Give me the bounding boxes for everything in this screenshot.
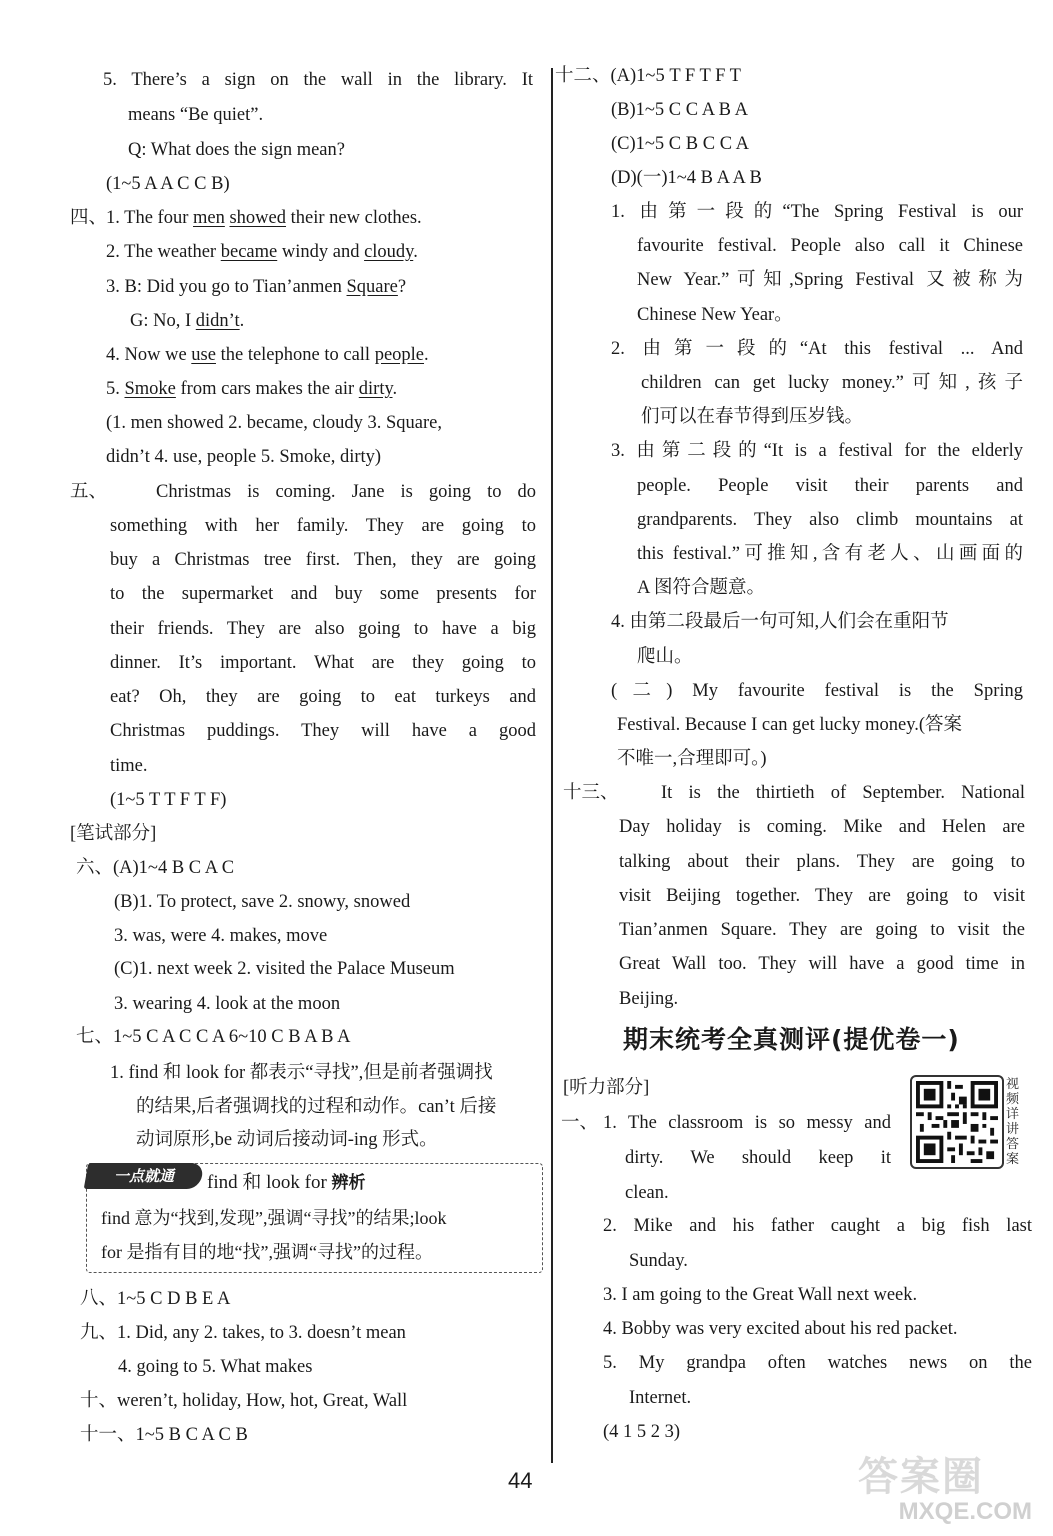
s5-para-line: Christmas is coming. Jane is going to do [156,482,536,502]
s13-para-line: Great Wall too. They will have a good time in [619,954,1025,974]
l1-item5-line: Internet. [629,1388,692,1408]
qr-caption: 视频详讲答案 [1006,1077,1020,1167]
s13-para-line: talking about their plans. They are going to [619,852,1025,872]
s4-item4: 4. Now we use the telephone to call people. [106,345,429,365]
page-number: 44 [508,1468,533,1493]
s4-key-line1: (1. men showed 2. became, cloudy 3. Square, [106,413,442,433]
s5-para-line: buy a Christmas tree first. Then, they are going [110,550,536,570]
s11-answers: 十一、1~5 B C A C B [80,1425,248,1445]
q5-line1: 5. There’s a sign on the wall in the library. It [103,70,533,90]
s13-para-line: Tian’anmen Square. They are going to visit the [619,920,1025,940]
l1-item2-line: Sunday. [629,1251,688,1271]
s9-line1: 九、1. Did, any 2. takes, to 3. doesn’t mean [80,1323,406,1343]
tip-box [86,1163,543,1273]
s12-b: (B)1~5 C C A B A [611,100,748,120]
s12-note4-line: 爬山。 [637,647,693,667]
s9-line2: 4. going to 5. What makes [118,1357,313,1377]
l1-item5-line: 5. My grandpa often watches news on the [603,1353,1032,1373]
listening-part-heading: [听力部分] [563,1078,650,1098]
q5-line2: means “Be quiet”. [128,105,264,125]
s4-item3-reply: G: No, I didn’t. [130,311,245,331]
tip-tag: 一点就通 [84,1163,205,1189]
s8-answers: 八、1~5 C D B E A [80,1289,231,1309]
s13-para-line: Beijing. [619,989,679,1009]
s5-para-line: their friends. They are also going to have a big [110,619,536,639]
l1-item1-line: clean. [625,1183,669,1203]
s6-b1: (B)1. To protect, save 2. snowy, snowed [114,892,411,912]
s12-note2-line: children can get lucky money.”可知,孩子 [641,373,1023,393]
s7-note-line: 1. find 和 look for 都表示“寻找”,但是前者强调找 [110,1063,493,1083]
s5-para-line: something with her family. They are going to [110,516,536,536]
watermark [858,1455,1038,1530]
s7-note-line: 的结果,后者强调找的过程和动作。can’t 后接 [136,1097,497,1117]
s12-note3-line: grandparents. They also climb mountains at [637,510,1023,530]
s12-note3-line: A 图符合题意。 [637,578,765,598]
s4-item5: 5. Smoke from cars makes the air dirty. [106,379,398,399]
s5-para-line: Christmas puddings. They will have a good [110,721,536,741]
s12-a: 十二、(A)1~5 T F T F T [555,66,741,86]
s12-part2-line: 不唯一,合理即可。) [617,749,767,769]
s6-c1: (C)1. next week 2. visited the Palace Museum [114,959,455,979]
s5-para-line: time. [110,756,148,776]
s12-note2-line: 2. 由第一段的“At this festival ... And [611,339,1023,359]
s6-b2: 3. was, were 4. makes, move [114,926,328,946]
s5-para-line: to the supermarket and buy some presents for [110,584,536,604]
s4-item2: 2. The weather became windy and cloudy. [106,242,418,262]
s12-note3-line: this festival.”可推知,含有老人、山画面的 [637,544,1023,564]
answers-1to5: (1~5 A A C C B) [106,174,230,194]
watermark-sub: MXQE.COM [898,1498,1032,1525]
s13-para-line: It is the thirtieth of September. National [661,783,1025,803]
s7-note-line: 动词原形,be 动词后接动词-ing 形式。 [136,1130,438,1150]
s12-note1-line: Chinese New Year。 [637,305,793,325]
s4-key-line2: didn’t 4. use, people 5. Smoke, dirty) [106,447,382,467]
tip-line: for 是指有目的地“找”,强调“寻找”的过程。 [101,1242,433,1262]
l1-item1-line: 1. The classroom is so messy and [603,1113,891,1133]
l1-item4: 4. Bobby was very excited about his red packet. [603,1319,958,1339]
s5-para-line: dinner. It’s important. What are they going to [110,653,536,673]
s6-c2: 3. wearing 4. look at the moon [114,994,341,1014]
s12-note3-line: 3. 由第二段的“It is a festival for the elderly [611,441,1023,461]
q5-line3: Q: What does the sign mean? [128,140,345,160]
qr-code-graphic [916,1081,998,1163]
section-13-label: 十三、 [563,783,619,803]
s12-c: (C)1~5 C B C C A [611,134,749,154]
tip-line: find 意为“找到,发现”,强调“寻找”的结果;look [101,1208,447,1228]
tip-title: find 和 look for 辨析 [207,1172,366,1193]
l1-item1-line: dirty. We should keep it [625,1148,891,1168]
listening-1-label: 一、 [561,1113,599,1133]
qr-code[interactable] [910,1075,1004,1169]
l1-item3: 3. I am going to the Great Wall next week. [603,1285,918,1305]
l1-answers: (4 1 5 2 3) [603,1422,681,1442]
s7-answers: 七、1~5 C A C C A 6~10 C B A B A [76,1027,351,1047]
s12-note2-line: 们可以在春节得到压岁钱。 [641,407,864,427]
s12-note3-line: people. People visit their parents and [637,476,1023,496]
s12-d: (D)(一)1~4 B A A B [611,168,762,188]
s12-note1-line: 1. 由第一段的“The Spring Festival is our [611,202,1023,222]
s12-note1-line: favourite festival. People also call it Chinese [637,236,1023,256]
s12-note1-line: New Year.”可知,Spring Festival 又被称为 [637,270,1023,290]
exam-title: 期末统考全真测评(提优卷一) [623,1025,960,1054]
s6-a: 六、(A)1~4 B C A C [76,858,235,878]
s12-part2-line: (二) My favourite festival is the Spring [611,681,1023,701]
column-divider [551,68,553,1463]
s12-note4-line: 4. 由第二段最后一句可知,人们会在重阳节 [611,612,949,632]
s13-para-line: visit Beijing together. They are going to visit [619,886,1025,906]
s12-part2-line: Festival. Because I can get lucky money.(答案 [617,715,963,735]
s10-answers: 十、weren’t, holiday, How, hot, Great, Wall [80,1391,408,1411]
s4-item3: 3. B: Did you go to Tian’anmen Square? [106,277,407,297]
s5-para-line: eat? Oh, they are going to eat turkeys and [110,687,536,707]
section-4-label: 四、 [70,208,108,228]
section-5-label: 五、 [70,482,108,502]
watermark-main: 答案圈 [858,1454,984,1500]
s4-item1: 1. The four men showed their new clothes. [106,208,422,228]
s13-para-line: Day holiday is coming. Mike and Helen are [619,817,1025,837]
written-part-heading: [笔试部分] [70,824,157,844]
l1-item2-line: 2. Mike and his father caught a big fish last [603,1216,1032,1236]
s5-answers: (1~5 T T F T F) [110,790,227,810]
